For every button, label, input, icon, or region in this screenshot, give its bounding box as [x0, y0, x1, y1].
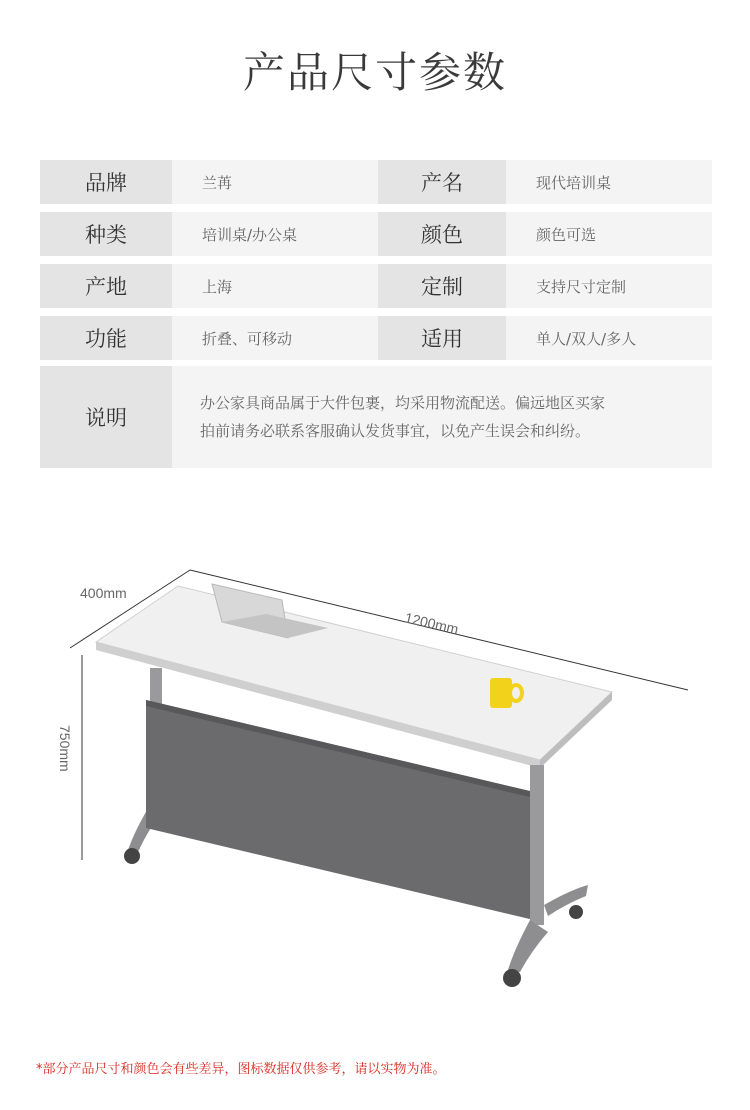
note-text	[172, 366, 712, 468]
spec-label: 颜色	[378, 212, 506, 256]
note-row	[40, 366, 712, 468]
page-title: 产品尺寸参数	[242, 48, 507, 97]
height-label: 750mm	[57, 725, 73, 772]
width-label: 1200mm	[403, 609, 460, 638]
spec-row	[40, 160, 712, 204]
spec-row	[40, 212, 712, 256]
spec-value: 培训桌/办公桌	[172, 212, 378, 256]
spec-value: 折叠、可移动	[172, 316, 378, 360]
spec-value: 上海	[172, 264, 378, 308]
spec-label: 功能	[40, 316, 172, 360]
note-label: 说明	[40, 366, 172, 468]
footnote: *部分产品尺寸和颜色会有些差异，图标数据仅供参考，请以实物为准。	[36, 1062, 446, 1077]
spec-value: 颜色可选	[506, 212, 712, 256]
depth-label: 400mm	[80, 585, 127, 601]
spec-label: 产地	[40, 264, 172, 308]
spec-value: 兰苒	[172, 160, 378, 204]
right-foot-front	[508, 920, 548, 972]
spec-label: 产名	[378, 160, 506, 204]
right-leg	[530, 765, 544, 925]
left-caster	[124, 848, 140, 864]
spec-value: 支持尺寸定制	[506, 264, 712, 308]
spec-value: 现代培训桌	[506, 160, 712, 204]
spec-value: 单人/双人/多人	[506, 316, 712, 360]
spec-row	[40, 316, 712, 360]
spec-label: 品牌	[40, 160, 172, 204]
rear-caster	[569, 905, 583, 919]
spec-label: 种类	[40, 212, 172, 256]
note-line: 拍前请务必联系客服确认发货事宜，以免产生误会和纠纷。	[200, 422, 591, 440]
note-line: 办公家具商品属于大件包裹，均采用物流配送。偏远地区买家	[200, 394, 606, 412]
spec-label: 适用	[378, 316, 506, 360]
desk-diagram	[0, 560, 750, 1020]
spec-label: 定制	[378, 264, 506, 308]
spec-row	[40, 264, 712, 308]
right-caster	[503, 969, 521, 987]
